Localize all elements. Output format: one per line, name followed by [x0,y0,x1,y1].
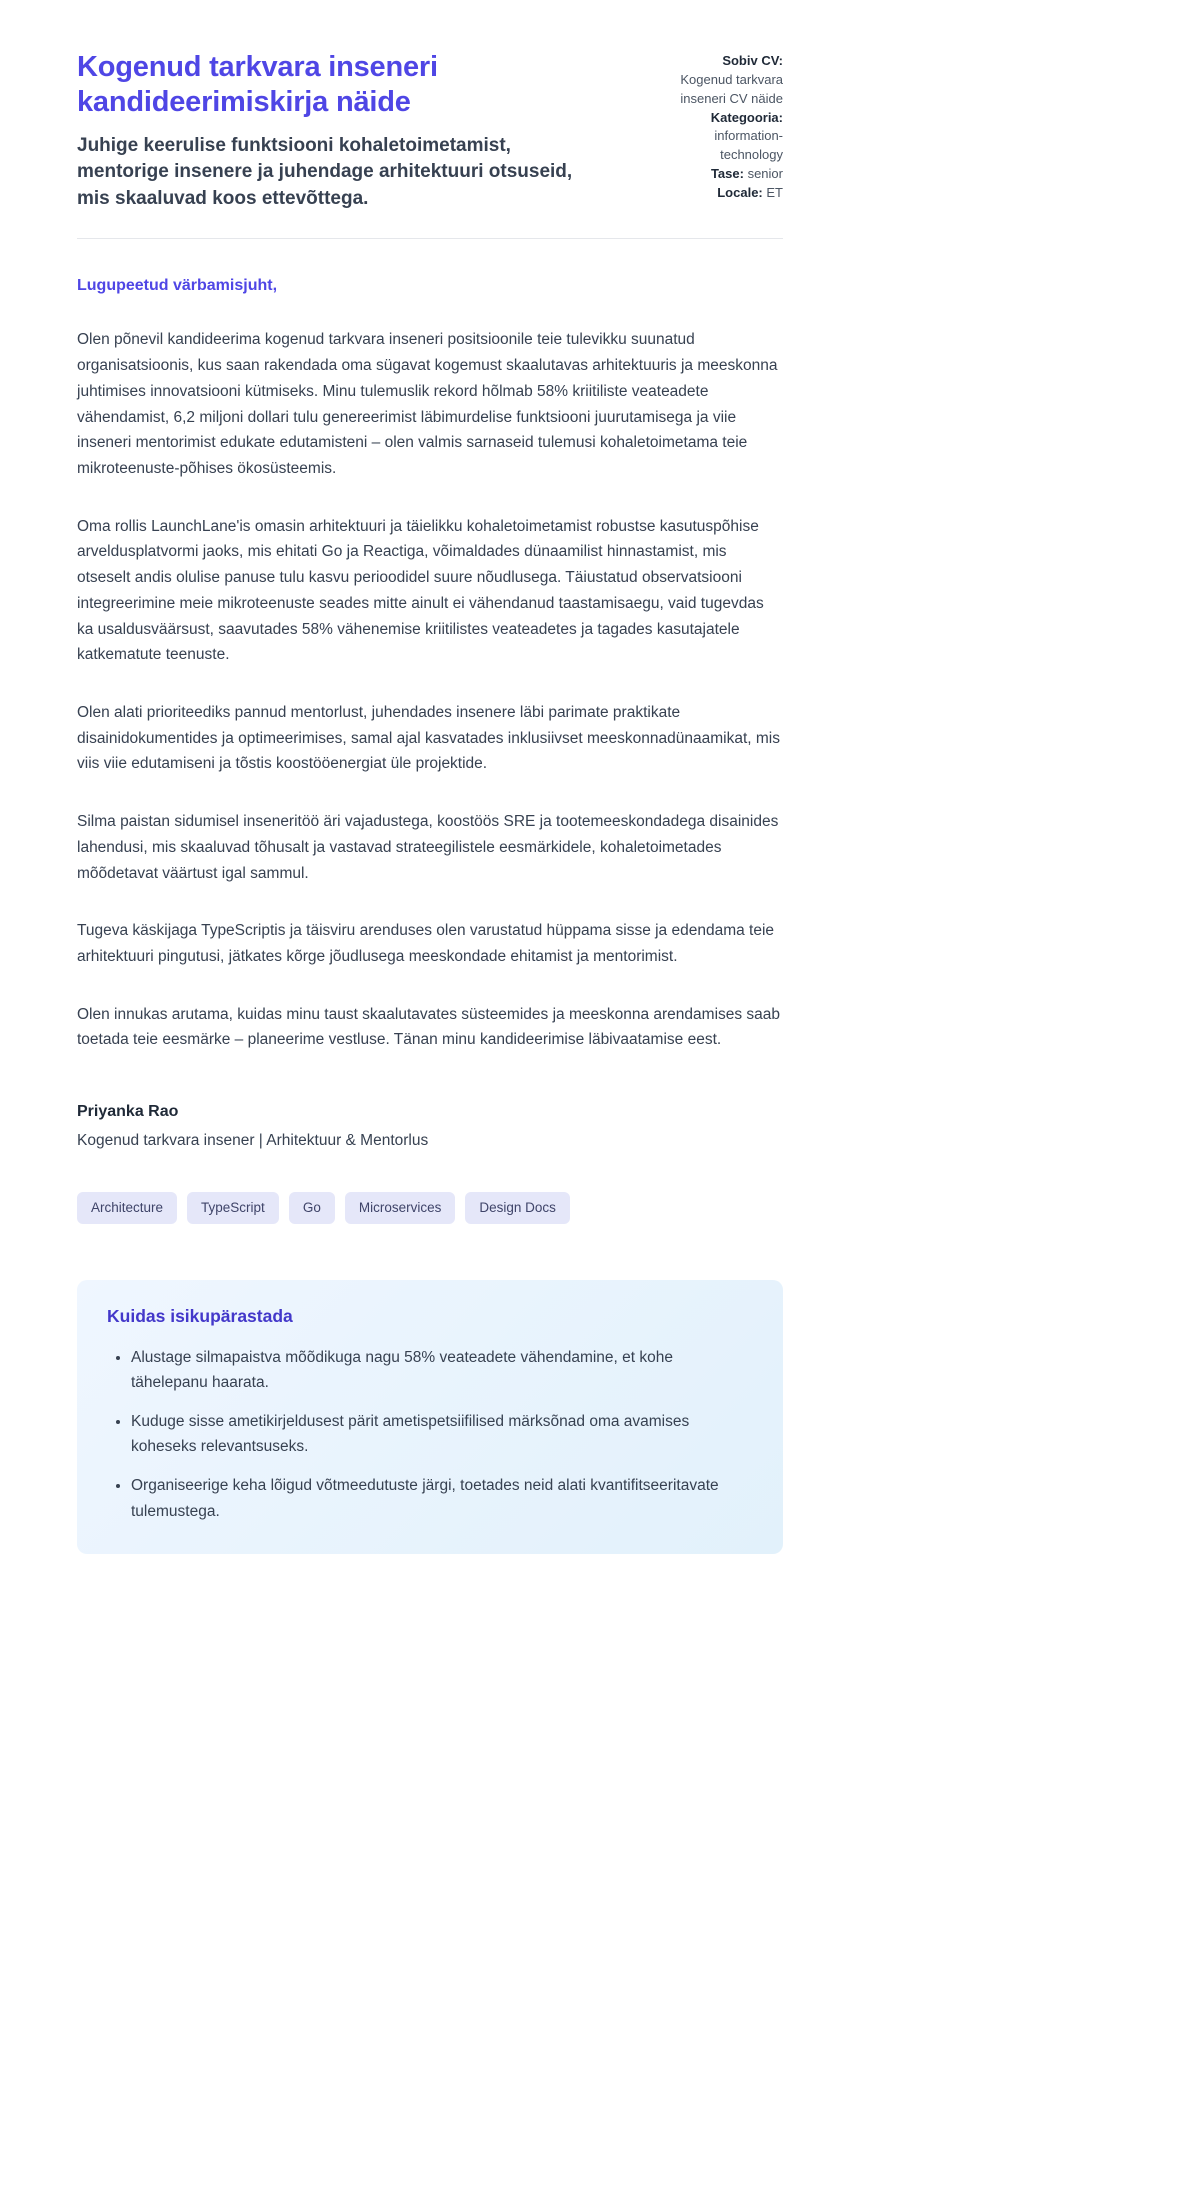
meta-value: Kogenud tarkvara inseneri CV näide [680,71,783,106]
meta-item-matching-cv [661,52,783,109]
header-divider [77,238,783,239]
tips-title: Kuidas isikupärastada [107,1305,293,1326]
meta-label: Sobiv CV: [722,53,783,68]
header [77,50,783,212]
meta-item-category [661,109,783,166]
letter-body [77,277,783,1150]
tip-item-2: • Kuduge sisse ametikirjeldusest pärit ametispetsiifilised märksõnad oma avamises koheseks relevantsuseks. [131,1409,753,1460]
tag-list [77,1192,783,1224]
tips-panel [77,1280,783,1554]
tag-chip-microservices: Microservices [345,1192,456,1224]
meta-value: information-technology [714,128,783,163]
paragraph-5: Tugeva käskijaga TypeScriptis ja täisviru arenduses olen varustatud hüppama sisse ja edendama teie arhitektuuri pingutusi, jätkates kõrge jõudlusega meeskondade ehitamist ja mentorimist. [77,922,775,966]
tag-chip-design-docs: Design Docs [465,1192,570,1224]
tag-chip-go: Go [289,1192,335,1224]
page-subtitle: Juhige keerulise funktsiooni kohaletoimetamist, mentorige insenere ja juhendage arhitektuuri otsuseid, mis skaaluvad koos ettevõttega. [77,134,573,209]
tips-list [107,1345,753,1524]
greeting: Lugupeetud värbamisjuht, [77,277,278,295]
tag-chip-architecture: Architecture [77,1192,177,1224]
paragraph-6: Olen innukas arutama, kuidas minu taust skaalutavates süsteemides ja meeskonna arendamises saab toetada teie eesmärke – planeerime vestluse. Tänan minu kandideerimise läbivaatamise eest. [77,1005,781,1049]
cover-letter-page [77,0,783,1554]
meta-item-locale [661,184,783,203]
meta-panel [661,50,783,203]
paragraph-1: Olen põnevil kandideerima kogenud tarkvara inseneri positsioonile teie tulevikku suunatud organisatsioonis, kus saan rakendada oma sügavat kogemust skaalutavas arhitektuuris ja meeskonna juhtimises innovatsiooni kütmiseks. Minu tulemuslik rekord hõlmab 58% kriitiliste veateadete vähendamist, 6,2 miljoni dollari tulu genereerimist läbimurdelise funktsiooni juurutamisega ja viie inseneri mentorimist edukate edutamisteni – olen valmis sarnaseid tulemusi kohaletoimetama teie mikroteenuste-põhises ökosüsteemis. [77,331,778,477]
signature-name: Priyanka Rao [77,1103,179,1121]
paragraph-3: Olen alati prioriteediks pannud mentorlust, juhendades insenere läbi parimate praktikate disainidokumentides ja optimeerimises, samal ajal kasvatades inklusiivset meeskonnadünaamikat, mis viis viie edutamiseni ja tõstis koostööenergiat üle projektide. [77,704,780,773]
tip-item-1: • Alustage silmapaistva mõõdikuga nagu 58% veateadete vähendamine, et kohe tähelepanu haarata. [131,1345,753,1396]
meta-label: Kategooria: [710,109,783,125]
meta-item-level [661,165,783,184]
tag-chip-typescript: TypeScript [187,1192,279,1224]
header-left [77,50,607,212]
page-title: Kogenud tarkvara inseneri kandideerimiskirja näide [77,51,438,118]
meta-label: Tase: [710,166,744,182]
paragraph-2: Oma rollis LaunchLane'is omasin arhitektuuri ja täielikku kohaletoimetamist robustse kasutuspõhise arveldusplatvormi jaoks, mis ehitati Go ja Reactiga, võimaldades dünaamilist hinnastamist, mis otseselt andis olulise panuse tulu kasvu perioodidel suure nõudlusega. Täiustatud observatsiooni integreerimine meie mikroteenuste seades mitte ainult ei vähendanud taastamisaegu, vaid tugevdas ka usaldusväärsust, saavutades 58% vähenemise kriitilistes veateadetes ja tagades kasutajatele katkematute teenuste. [77,517,764,664]
meta-label: Locale: [717,184,763,200]
signature-role: Kogenud tarkvara insener | Arhitektuur & Mentorlus [77,1132,429,1150]
meta-value: senior [747,166,783,182]
tip-item-3: • Organiseerige keha lõigud võtmeedutuste järgi, toetades neid alati kvantifitseeritavate tulemustega. [131,1473,753,1524]
meta-value: ET [766,184,783,200]
paragraph-4: Silma paistan sidumisel inseneritöö äri vajadustega, koostöös SRE ja tootemeeskondadega disainides lahendusi, mis skaaluvad tõhusalt ja vastavad strateegilistele eesmärkidele, kohaletoimetades mõõdetavat väärtust igal sammul. [77,813,779,882]
